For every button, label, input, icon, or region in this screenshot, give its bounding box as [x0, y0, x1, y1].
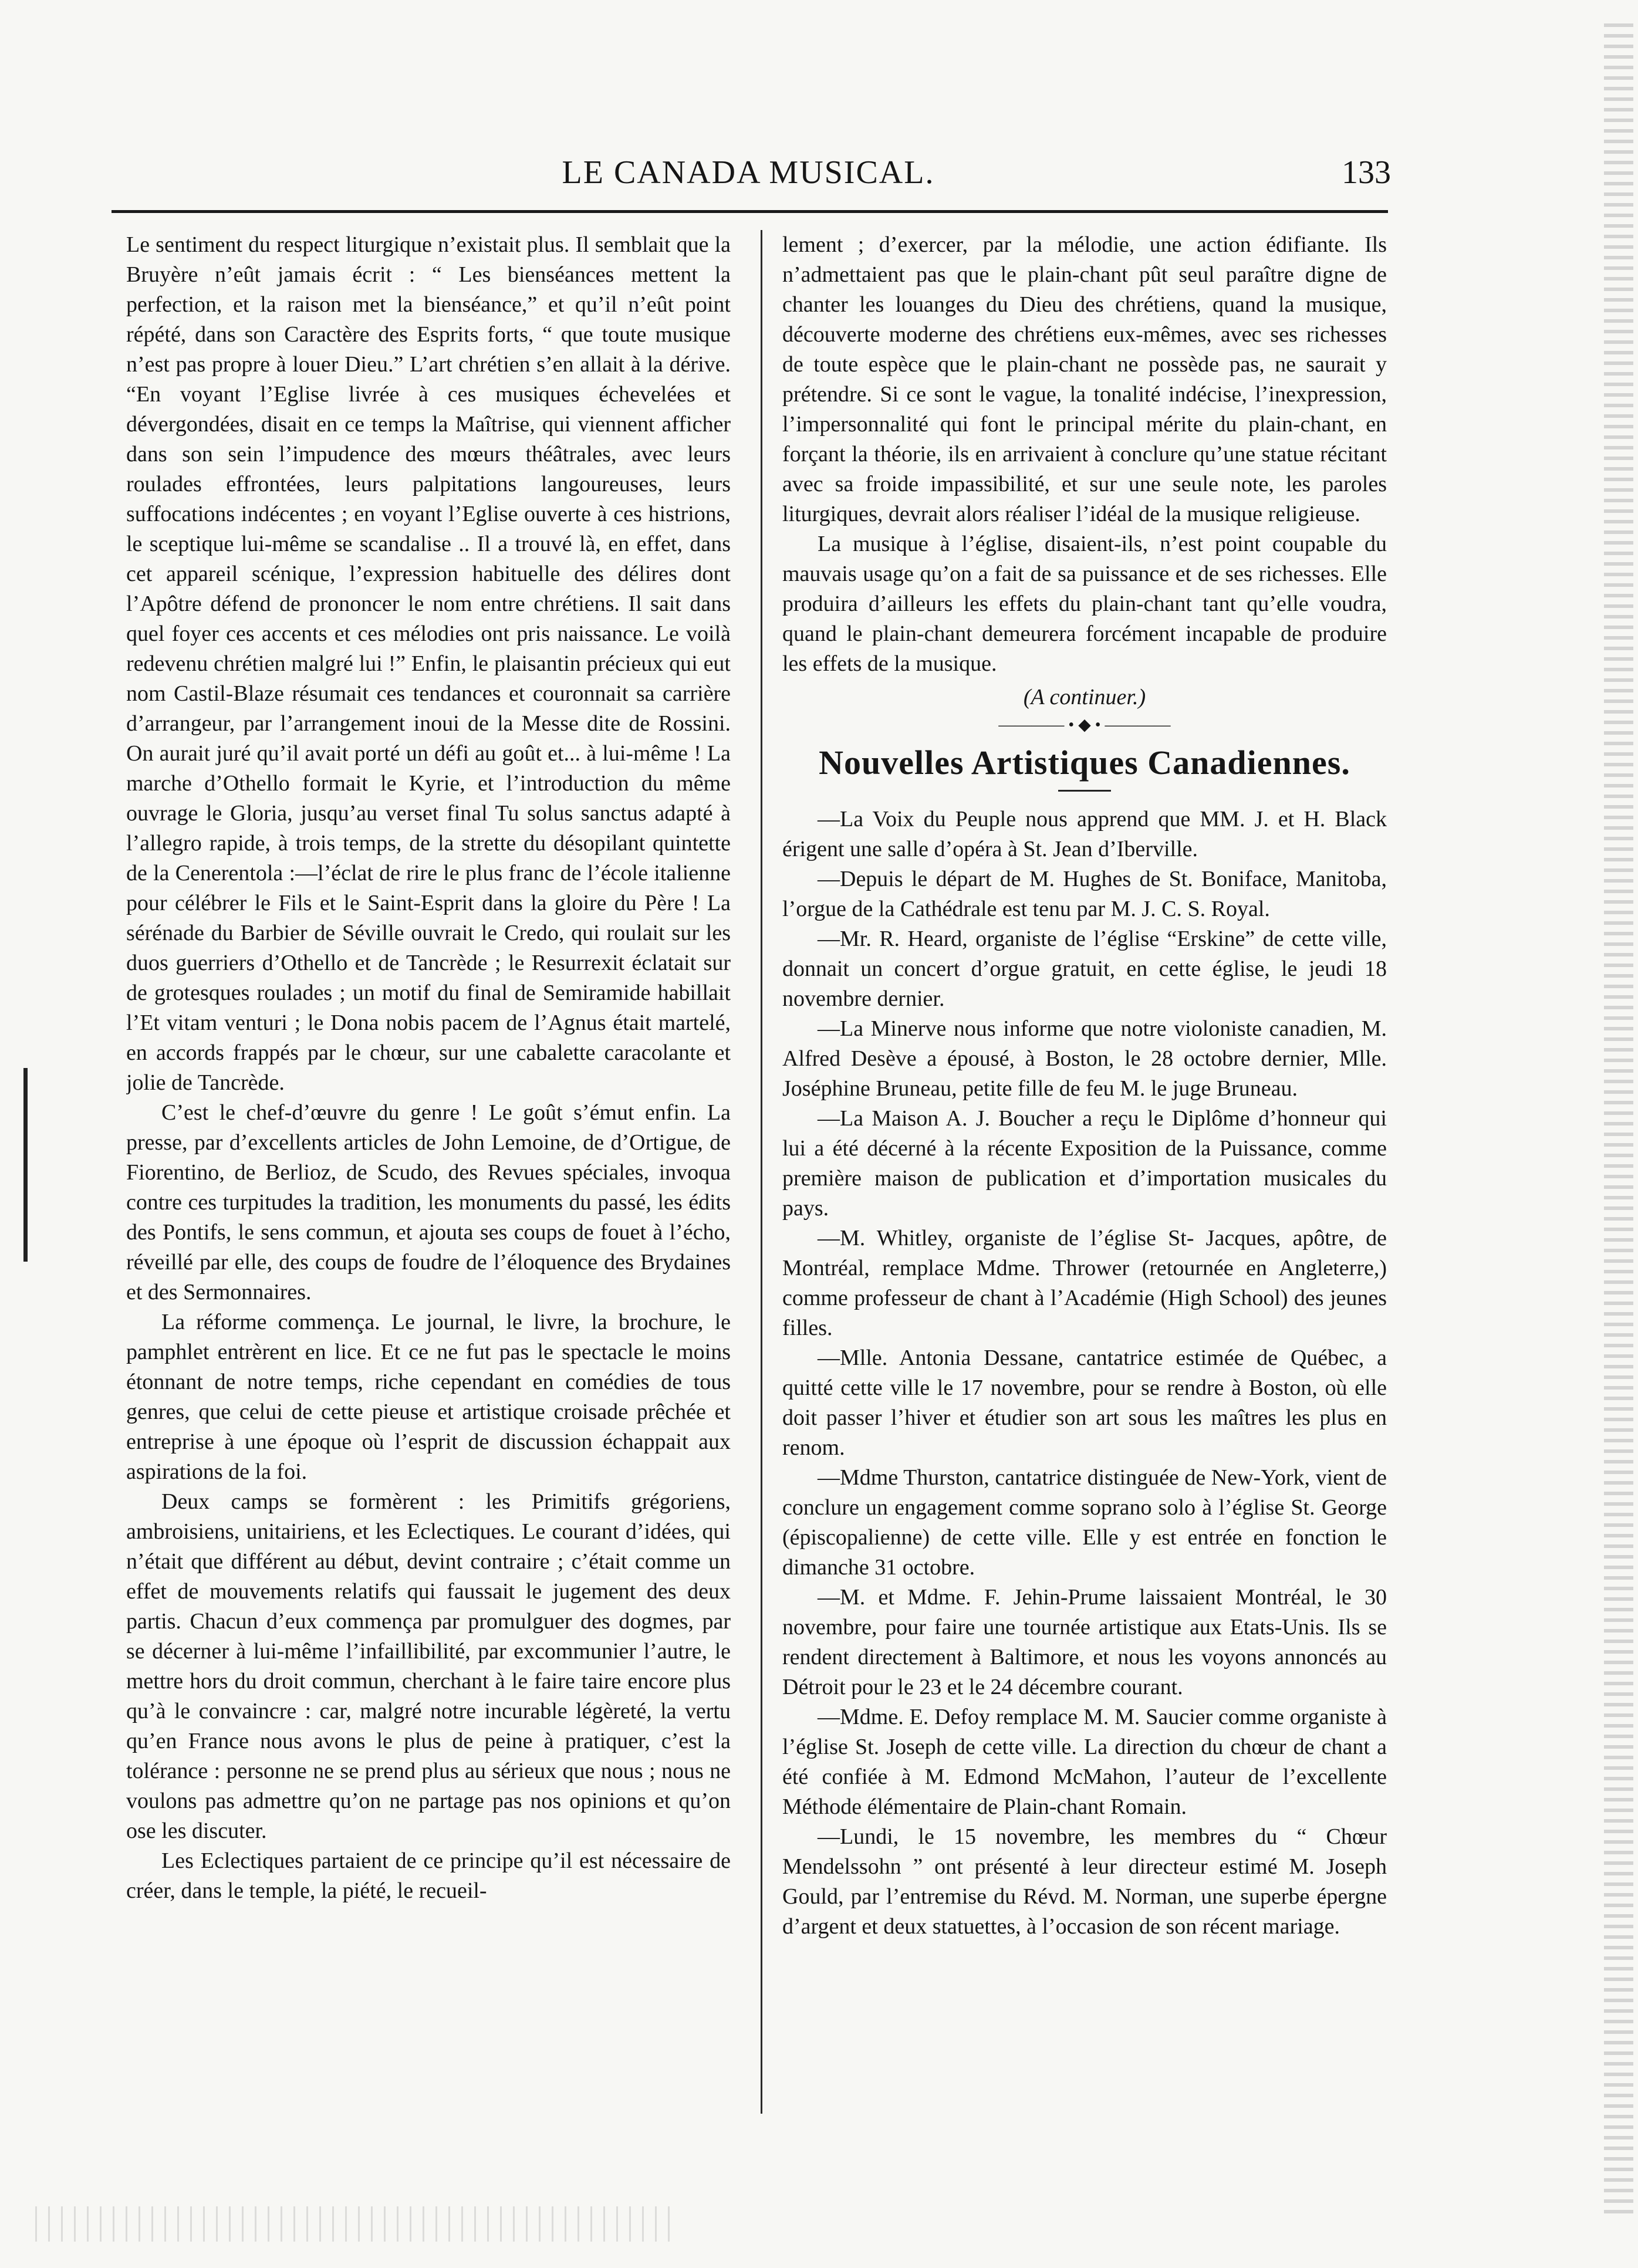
- ornament-divider: ———— • ◆ • ————: [998, 716, 1171, 734]
- news-item: —Mdme. E. Defoy remplace M. M. Saucier comme organiste à l’église St. Joseph de cette ville. La direction du chœur de chant a été confiée à M. Edmond McMahon, l’auteur de l’excellente Méthode élémentaire de Plain-chant Romain.: [782, 1705, 1387, 1819]
- news-item: —Depuis le départ de M. Hughes de St. Boniface, Manitoba, l’orgue de la Cathédrale est tenu par M. J. C. S. Royal.: [782, 867, 1387, 921]
- section-heading: Nouvelles Artistiques Canadiennes.: [819, 743, 1350, 782]
- header-rule: [112, 210, 1388, 213]
- news-item: —Mdme Thurston, cantatrice distinguée de New-York, vient de conclure un engagement comme soprano solo à l’église St. George (épiscopalienne) de cette ville. Elle y est entrée en fonction le dimanche 31 octobre.: [782, 1465, 1387, 1580]
- paragraph: Deux camps se formèrent : les Primitifs grégoriens, ambroisiens, unitairiens, et les Eclectiques. Le courant d’idées, qui n’était que différent au début, devint contraire ; c’était comme un effet de mouvements relatifs qui faussait le jugement des deux partis. Chacun d’eux commença par promulguer des dogmes, par se décerner à lui-même l’infaillibilité, par excommunier l’autre, le mettre hors du droit commun, cherchant à le faire taire encore plus qu’à le convaincre : car, malgré notre incurable légèreté, la vertu qu’en France nous avons le plus de peine à pratiquer, c’est la tolérance : personne ne se prend plus au sérieux que nous ; nous ne voulons pas admettre qu’on ne partage pas nos opinions et qu’on ose les discuter.: [126, 1489, 731, 1843]
- news-item: —Mlle. Antonia Dessane, cantatrice estimée de Québec, a quitté cette ville le 17 novembre, pour se rendre à Boston, où elle doit passer l’hiver et étudier son art sous les maîtres les plus en renom.: [782, 1346, 1387, 1460]
- paragraph: Le sentiment du respect liturgique n’existait plus. Il semblait que la Bruyère n’eût jamais écrit : “ Les bienséances mettent la perfection, et la raison met la bienséance,” et qu’il n’eût point répété, dans son Caractère des Esprits forts, “ que toute musique n’est pas propre à louer Dieu.” L’art chrétien s’en allait à la dérive. “En voyant l’Eglise livrée à ces musiques échevelées et dévergondées, disait en ce temps la Maîtrise, qui viennent afficher dans son sein l’impudence des mœurs théâtrales, avec leurs roulades effrontées, leurs palpitations langoureuses, leurs suffocations indécentes ; en voyant l’Eglise ouverte à ces histrions, le sceptique lui-même se scandalise .. Il a trouvé là, en effet, dans cet appareil scénique, l’expression habituelle des délires dont l’Apôtre défend de prononcer le nom entre chrétiens. Il sait dans quel foyer ces accents et ces mélodies ont pris naissance. Le voilà redevenu chrétien malgré lui !” Enfin, le plaisantin précieux qui eut nom Castil-Blaze résumait ces tendances et couronnait sa carrière d’arrangeur, par l’arrangement inoui de la Messe dite de Rossini. On aurait juré qu’il avait porté un défi au goût et... à lui-même ! La marche d’Othello formait le Kyrie, et l’introduction du même ouvrage le Gloria, jusqu’au verset final Tu solus sanctus adapté à l’allegro rapide, à trois temps, de la strette du désopilant quintette de la Cenerentola :—l’éclat de rire le plus franc de l’école italienne pour célébrer le Fils et le Saint-Esprit dans la gloire du Père ! La sérénade du Barbier de Séville ouvrait le Credo, qui roulait sur les duos guerriers d’Othello et de Tancrède ; le Resurrexit éclatait sur de grotesques roulades ; un motif du final de Semiramide habillait l’Et vitam venturi ; le Dona nobis pacem de l’Agnus était martelé, en accords frappés par le chœur, sur une cabalette caracolante et jolie de Tancrède.: [126, 232, 731, 1095]
- paragraph: La musique à l’église, disaient-ils, n’est point coupable du mauvais usage qu’on a fait de sa puissance et de ses richesses. Elle produira d’ailleurs les effets du plain-chant tant qu’elle voudra, quand le plain-chant demeurera forcément incapable de produire les effets de la musique.: [782, 532, 1387, 676]
- page-number: 133: [1342, 154, 1391, 191]
- column-divider: [761, 230, 762, 2114]
- heading-underline: [1058, 790, 1111, 792]
- scan-noise: [35, 2206, 681, 2242]
- paragraph: lement ; d’exercer, par la mélodie, une action édifiante. Ils n’admettaient pas que le plain-chant pût seul paraître digne de chanter les louanges du Dieu des chrétiens, quand la musique, découverte moderne des chrétiens eux-mêmes, avec ses richesses de toute espèce que le plain-chant ne possède pas, ne saurait y prétendre. Si ce sont le vague, la tonalité indécise, l’inexpression, l’impersonnalité qui font le principal mérite du plain-chant, en forçant la théorie, ils en arrivaient à conclure qu’une statue récitant avec sa froide impassibilité, et sur une seule note, les paroles liturgiques, devrait alors réaliser l’idéal de la musique religieuse.: [782, 232, 1387, 526]
- paragraph: Les Eclectiques partaient de ce principe qu’il est nécessaire de créer, dans le temple, la piété, le recueil-: [126, 1848, 731, 1903]
- right-column: [782, 230, 1387, 2166]
- to-continue-note: (A continuer.): [1023, 685, 1146, 709]
- news-item: —Lundi, le 15 novembre, les membres du “ Chœur Mendelssohn ” ont présenté à leur directeur estimé M. Joseph Gould, par l’entremise du Révd. M. Norman, une superbe épergne d’argent et deux statuettes, à l’occasion de son récent mariage.: [782, 1824, 1387, 1939]
- news-item: —Mr. R. Heard, organiste de l’église “Erskine” de cette ville, donnait un concert d’orgue gratuit, en cette église, le jeudi 18 novembre dernier.: [782, 927, 1387, 1011]
- margin-mark: [23, 1068, 28, 1262]
- news-item: —M. Whitley, organiste de l’église St- Jacques, apôtre, de Montréal, remplace Mdme. Thrower (retournée en Angleterre,) comme professeur de chant à l’Académie (High School) des jeunes filles.: [782, 1226, 1387, 1340]
- news-item: —La Voix du Peuple nous apprend que MM. J. et H. Black érigent une salle d’opéra à St. Jean d’Iberville.: [782, 807, 1387, 861]
- running-title: LE CANADA MUSICAL.: [562, 154, 935, 191]
- news-item: —M. et Mdme. F. Jehin-Prume laissaient Montréal, le 30 novembre, pour faire une tournée artistique aux Etats-Unis. Ils se rendent directement à Baltimore, et nous les voyons annoncés au Détroit pour le 23 et le 24 décembre courant.: [782, 1585, 1387, 1699]
- news-item: —La Minerve nous informe que notre violoniste canadien, M. Alfred Desève a épousé, à Boston, le 28 octobre dernier, Mlle. Joséphine Bruneau, petite fille de feu M. le juge Bruneau.: [782, 1016, 1387, 1101]
- left-column: [126, 230, 731, 2166]
- page-header: [106, 154, 1391, 207]
- news-item: —La Maison A. J. Boucher a reçu le Diplôme d’honneur qui lui a été décerné à la récente Exposition de la Puissance, comme première maison de publication et d’importation musicales du pays.: [782, 1106, 1387, 1221]
- paragraph: C’est le chef-d’œuvre du genre ! Le goût s’émut enfin. La presse, par d’excellents articles de John Lemoine, de d’Ortigue, de Fiorentino, de Berlioz, de Scudo, des Revues spéciales, invoqua contre ces turpitudes la tradition, les monuments du passé, les édits des Pontifs, le sens commun, et ajouta ses coups de fouet à l’écho, réveillé par elle, des coups de foudre de l’éloquence des Brydaines et des Sermonnaires.: [126, 1100, 731, 1304]
- page-edge-scan-mark: [1604, 23, 1633, 2218]
- paragraph: La réforme commença. Le journal, le livre, la brochure, le pamphlet entrèrent en lice. Et ce ne fut pas le spectacle le moins étonnant de notre temps, riche cependant en comédies de tous genres, que celui de cette pieuse et artistique croisade prêchée et entreprise à une époque où l’esprit de discussion échappait aux aspirations de la foi.: [126, 1310, 731, 1484]
